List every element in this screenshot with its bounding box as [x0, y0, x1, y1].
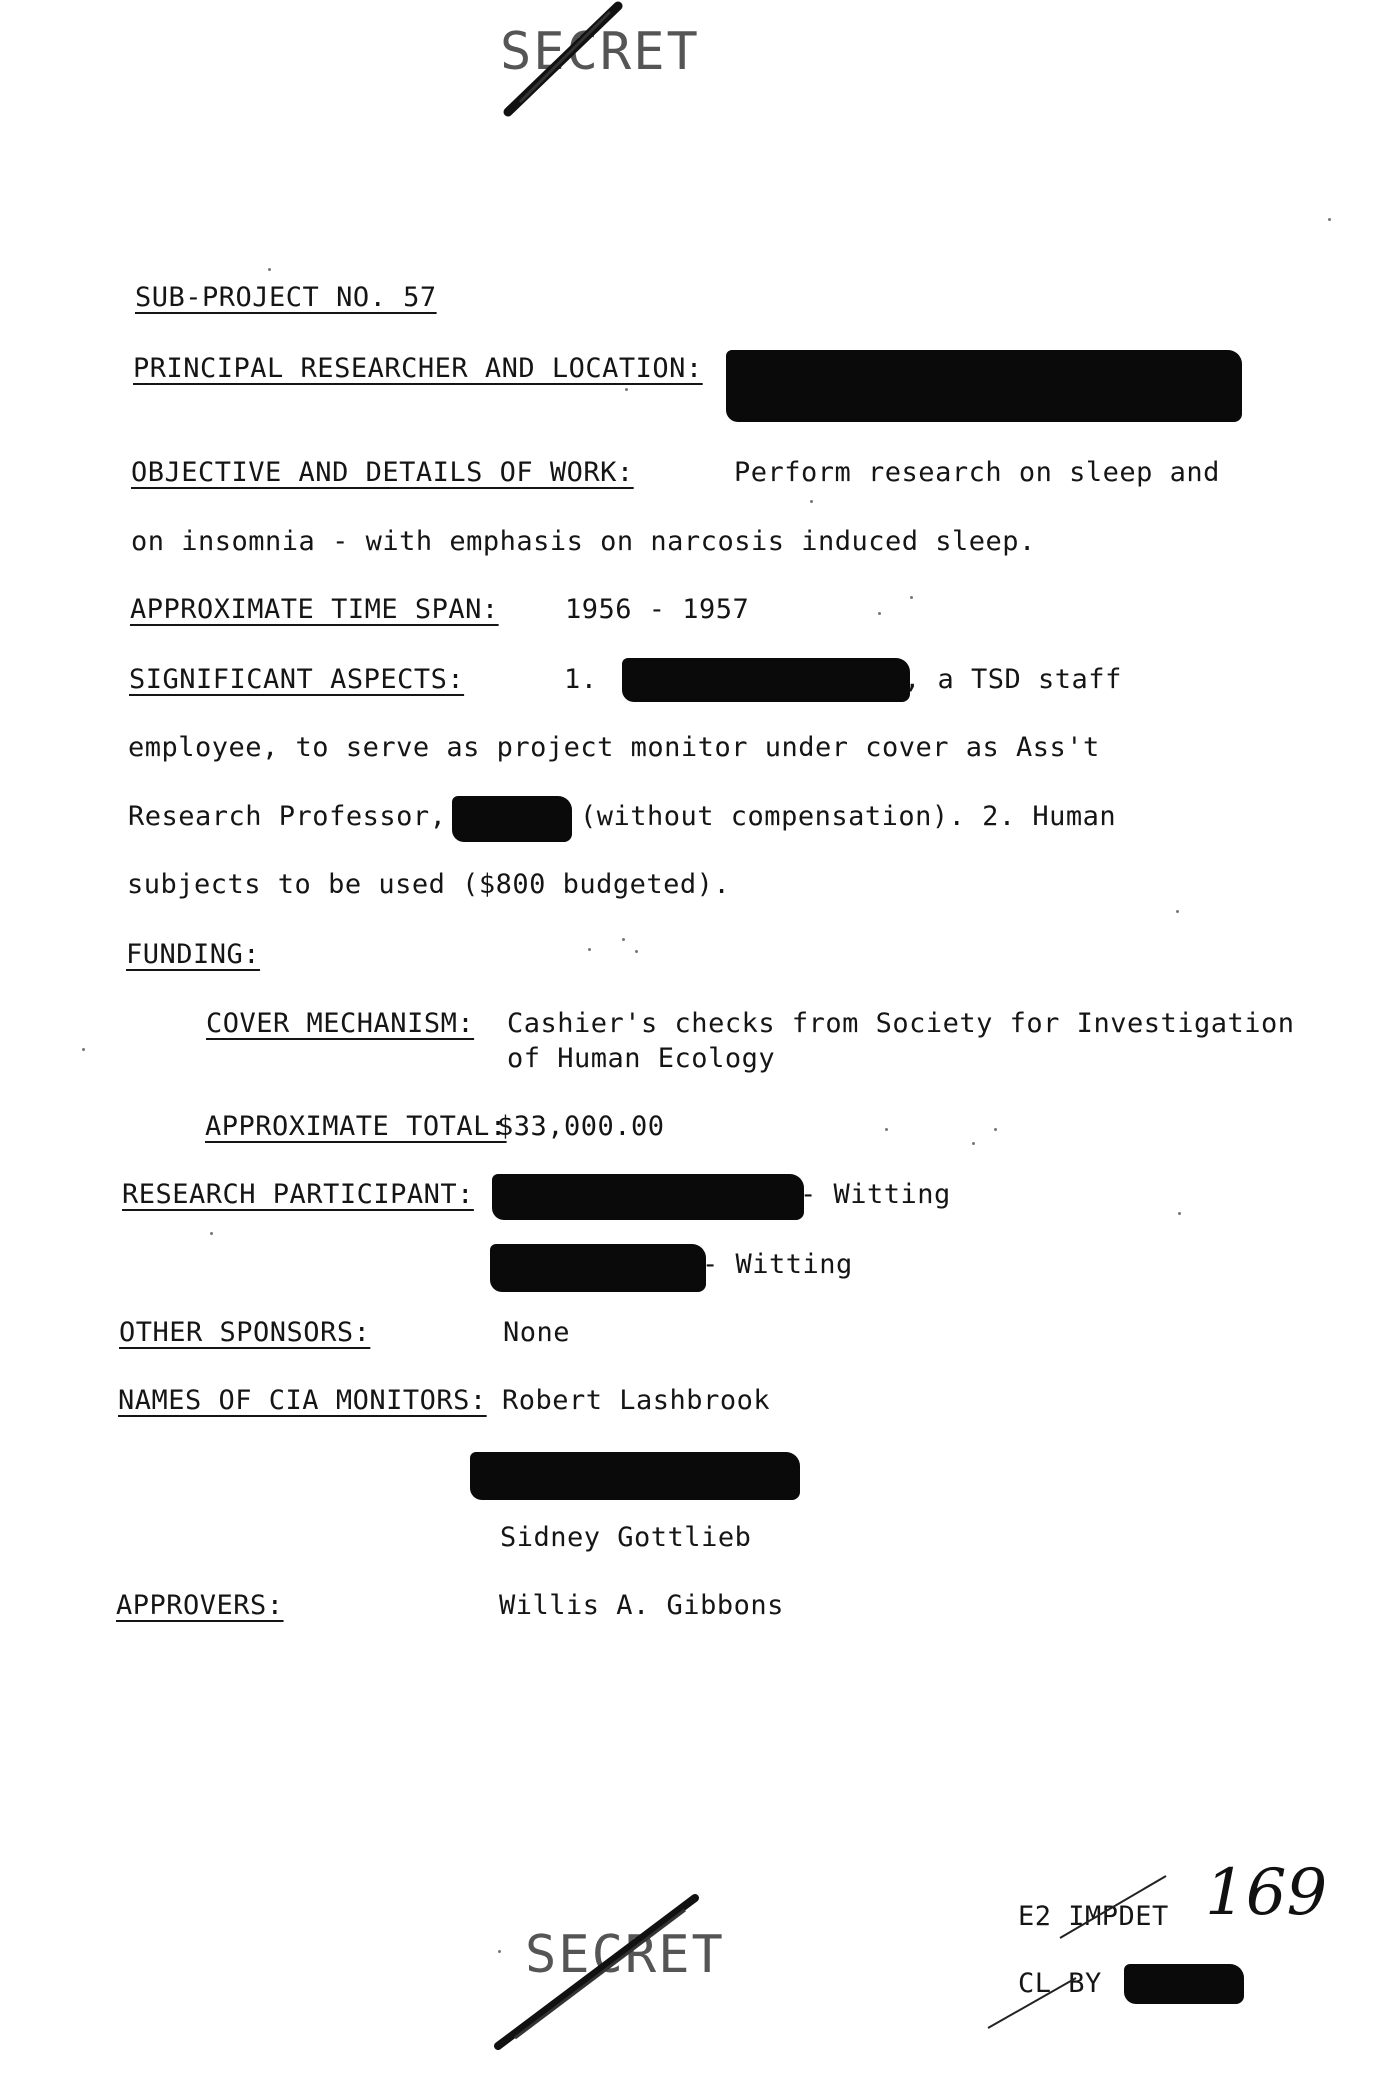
cover-mechanism-line2: of Human Ecology	[507, 1043, 776, 1074]
page-number-handwritten: 169	[1205, 1856, 1328, 1930]
cover-mechanism-label: COVER MECHANISM:	[206, 1008, 475, 1039]
secret-stamp-top-text: SECRET	[500, 22, 700, 82]
redaction-institution	[452, 796, 572, 842]
other-sponsors-label: OTHER SPONSORS:	[119, 1317, 371, 1348]
secret-stamp-bottom-text: SECRET	[525, 1925, 725, 1985]
timespan-label: APPROXIMATE TIME SPAN:	[130, 594, 499, 625]
objective-line2: on insomnia - with emphasis on narcosis induced sleep.	[131, 526, 1036, 557]
scan-speck	[1178, 1212, 1181, 1215]
scan-speck	[635, 950, 638, 953]
subproject-number: SUB-PROJECT NO. 57	[135, 282, 437, 313]
participant-2-status: - Witting	[702, 1249, 853, 1280]
strike-mark-top	[490, 0, 630, 125]
aspects-line3a: Research Professor,	[128, 801, 447, 832]
research-participant-label: RESEARCH PARTICIPANT:	[122, 1179, 474, 1210]
scan-speck	[1328, 218, 1331, 221]
other-sponsors-value: None	[503, 1317, 571, 1348]
scan-speck	[588, 948, 591, 951]
scan-speck	[994, 1128, 997, 1131]
aspects-label: SIGNIFICANT ASPECTS:	[129, 664, 465, 695]
scan-speck	[498, 1950, 501, 1953]
cia-monitors-label: NAMES OF CIA MONITORS:	[118, 1385, 487, 1416]
scan-speck	[1176, 910, 1179, 913]
scan-speck	[210, 1232, 213, 1235]
e2-impdet: E2 IMPDET	[1018, 1901, 1169, 1932]
objective-line1: Perform research on sleep and	[734, 457, 1220, 488]
scan-speck	[910, 596, 913, 599]
scan-speck	[268, 268, 271, 271]
scan-speck	[878, 612, 881, 615]
aspects-line2: employee, to serve as project monitor under cover as Ass't	[128, 732, 1100, 763]
strike-mark-bottom	[480, 1890, 710, 2060]
redaction-cia-monitor-2	[470, 1452, 800, 1500]
timespan-value: 1956 - 1957	[565, 594, 750, 625]
cia-monitor-3: Sidney Gottlieb	[500, 1522, 752, 1553]
scan-speck	[82, 1048, 85, 1051]
aspects-after-redact1: , a TSD staff	[904, 664, 1122, 695]
approximate-total-value: $33,000.00	[497, 1111, 665, 1142]
principal-researcher-label: PRINCIPAL RESEARCHER AND LOCATION:	[133, 353, 703, 384]
scan-speck	[625, 388, 628, 391]
footer-strike-lines	[980, 1868, 1180, 2038]
scan-speck	[972, 1142, 975, 1145]
classified-by-label: CL BY	[1018, 1968, 1102, 1999]
aspects-num1: 1.	[564, 664, 598, 695]
redaction-principal	[726, 350, 1242, 422]
redaction-staff-name	[622, 658, 910, 702]
objective-label: OBJECTIVE AND DETAILS OF WORK:	[131, 457, 634, 488]
approvers-label: APPROVERS:	[116, 1590, 284, 1621]
cover-mechanism-line1: Cashier's checks from Society for Investigation	[507, 1008, 1295, 1039]
redaction-participant-2	[490, 1244, 706, 1292]
scan-speck	[810, 500, 813, 503]
aspects-line4: subjects to be used ($800 budgeted).	[127, 869, 731, 900]
participant-1-status: - Witting	[800, 1179, 951, 1210]
approvers-value: Willis A. Gibbons	[499, 1590, 784, 1621]
aspects-line3b: (without compensation). 2. Human	[580, 801, 1117, 832]
scan-speck	[622, 938, 625, 941]
scan-speck	[885, 1128, 888, 1131]
cia-monitor-1: Robert Lashbrook	[502, 1385, 771, 1416]
funding-label: FUNDING:	[126, 939, 261, 970]
approximate-total-label: APPROXIMATE TOTAL:	[205, 1111, 507, 1142]
redaction-participant-1	[492, 1174, 804, 1220]
